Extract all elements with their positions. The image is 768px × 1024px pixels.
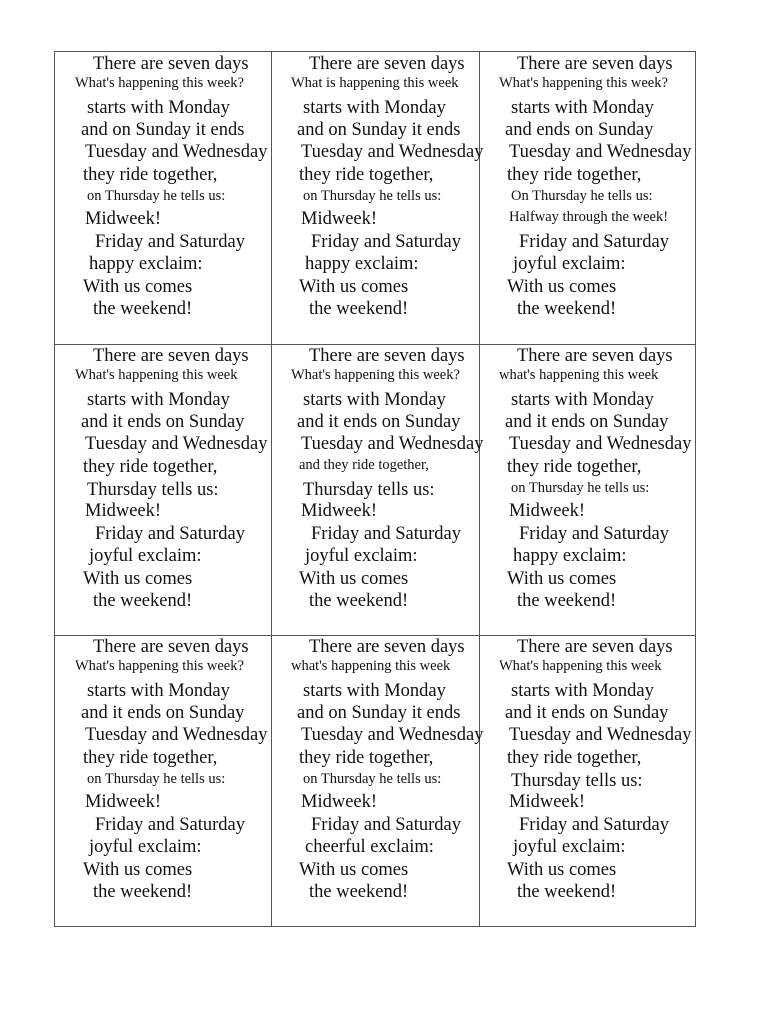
- poem-line: joyful exclaim:: [513, 837, 626, 857]
- poem-line: Thursday tells us:: [303, 480, 435, 500]
- poem-line: Midweek!: [85, 501, 162, 521]
- poem-line: Midweek!: [509, 501, 586, 521]
- poem-line: and they ride together,: [299, 457, 429, 473]
- poem-line: Midweek!: [85, 209, 162, 229]
- poem-line: the weekend!: [93, 882, 193, 902]
- poem-line: and on Sunday it ends: [297, 120, 461, 140]
- poem-line: What is happening this week: [291, 75, 459, 91]
- poem-line: With us comes: [83, 860, 193, 880]
- poem-line: they ride together,: [83, 748, 218, 768]
- poem-line: happy exclaim:: [89, 254, 203, 274]
- poem-line: starts with Monday: [303, 98, 446, 118]
- poem-line: and ends on Sunday: [505, 120, 654, 140]
- poem-line: With us comes: [83, 277, 193, 297]
- poem-line: the weekend!: [517, 882, 617, 902]
- poem-line: joyful exclaim:: [513, 254, 626, 274]
- poem-line: Tuesday and Wednesday: [85, 142, 268, 162]
- poem-line: What's happening this week?: [75, 658, 244, 674]
- poem-line: and it ends on Sunday: [297, 412, 461, 432]
- poem-line: on Thursday he tells us:: [87, 771, 226, 787]
- poem-line: and on Sunday it ends: [81, 120, 245, 140]
- poem-line: Friday and Saturday: [311, 815, 462, 835]
- poem-line: With us comes: [507, 277, 617, 297]
- poem-line: cheerful exclaim:: [305, 837, 434, 857]
- poem-line: Friday and Saturday: [95, 232, 246, 252]
- poem-card: [55, 52, 271, 344]
- poem-line: With us comes: [507, 569, 617, 589]
- poem-line: There are seven days: [93, 346, 249, 366]
- poem-line: What's happening this week?: [499, 75, 668, 91]
- poem-line: what's happening this week: [291, 658, 451, 674]
- poem-line: the weekend!: [93, 299, 193, 319]
- poem-line: starts with Monday: [87, 98, 230, 118]
- poem-line: they ride together,: [507, 748, 642, 768]
- poem-line: What's happening this week?: [75, 75, 244, 91]
- poem-line: Tuesday and Wednesday: [509, 725, 692, 745]
- poem-line: With us comes: [299, 860, 409, 880]
- poem-card: [55, 344, 271, 635]
- poem-line: Thursday tells us:: [87, 480, 219, 500]
- poem-line: There are seven days: [93, 54, 249, 74]
- poem-line: With us comes: [299, 569, 409, 589]
- poem-line: Halfway through the week!: [509, 209, 669, 225]
- poem-line: starts with Monday: [511, 390, 654, 410]
- poem-line: on Thursday he tells us:: [303, 771, 442, 787]
- poem-line: What's happening this week: [75, 367, 238, 383]
- poem-line: joyful exclaim:: [89, 546, 202, 566]
- poem-line: joyful exclaim:: [305, 546, 418, 566]
- poem-line: and on Sunday it ends: [297, 703, 461, 723]
- poem-line: Friday and Saturday: [311, 524, 462, 544]
- poem-line: There are seven days: [309, 54, 465, 74]
- poem-line: Friday and Saturday: [519, 815, 670, 835]
- poem-line: With us comes: [299, 277, 409, 297]
- poem-line: the weekend!: [309, 591, 409, 611]
- poem-line: With us comes: [507, 860, 617, 880]
- poem-line: on Thursday he tells us:: [303, 188, 442, 204]
- poem-line: On Thursday he tells us:: [511, 188, 653, 204]
- poem-line: Friday and Saturday: [519, 524, 670, 544]
- poem-line: Midweek!: [509, 792, 586, 812]
- poem-line: Midweek!: [301, 501, 378, 521]
- poem-line: the weekend!: [517, 299, 617, 319]
- poem-line: and it ends on Sunday: [81, 703, 245, 723]
- poem-card: [479, 635, 697, 927]
- poem-line: and it ends on Sunday: [505, 703, 669, 723]
- poem-line: they ride together,: [299, 165, 434, 185]
- poem-line: Tuesday and Wednesday: [301, 725, 484, 745]
- poem-line: they ride together,: [507, 165, 642, 185]
- poem-line: Midweek!: [301, 209, 378, 229]
- poem-line: joyful exclaim:: [89, 837, 202, 857]
- poem-card-sheet: [54, 51, 696, 927]
- poem-line: happy exclaim:: [305, 254, 419, 274]
- poem-card: [479, 52, 697, 344]
- poem-line: the weekend!: [309, 299, 409, 319]
- poem-line: the weekend!: [93, 591, 193, 611]
- poem-line: With us comes: [83, 569, 193, 589]
- poem-line: There are seven days: [517, 346, 673, 366]
- poem-line: what's happening this week: [499, 367, 659, 383]
- poem-line: There are seven days: [517, 637, 673, 657]
- poem-line: What's happening this week: [499, 658, 662, 674]
- poem-line: Thursday tells us:: [511, 771, 643, 791]
- poem-line: Tuesday and Wednesday: [301, 142, 484, 162]
- poem-line: they ride together,: [83, 457, 218, 477]
- poem-line: Midweek!: [301, 792, 378, 812]
- poem-line: starts with Monday: [511, 681, 654, 701]
- poem-line: the weekend!: [517, 591, 617, 611]
- poem-line: Friday and Saturday: [95, 524, 246, 544]
- poem-card: [55, 635, 271, 927]
- poem-card: [479, 344, 697, 635]
- poem-line: and it ends on Sunday: [505, 412, 669, 432]
- poem-card: [271, 344, 484, 635]
- poem-line: happy exclaim:: [513, 546, 627, 566]
- poem-line: There are seven days: [309, 637, 465, 657]
- poem-line: starts with Monday: [87, 681, 230, 701]
- poem-line: and it ends on Sunday: [81, 412, 245, 432]
- poem-card: [271, 635, 484, 927]
- poem-line: There are seven days: [517, 54, 673, 74]
- poem-line: on Thursday he tells us:: [87, 188, 226, 204]
- poem-line: starts with Monday: [303, 390, 446, 410]
- poem-line: they ride together,: [507, 457, 642, 477]
- poem-line: Friday and Saturday: [311, 232, 462, 252]
- poem-line: What's happening this week?: [291, 367, 460, 383]
- poem-line: Friday and Saturday: [519, 232, 670, 252]
- poem-line: Tuesday and Wednesday: [509, 142, 692, 162]
- poem-line: starts with Monday: [87, 390, 230, 410]
- poem-line: they ride together,: [299, 748, 434, 768]
- poem-line: Friday and Saturday: [95, 815, 246, 835]
- poem-line: they ride together,: [83, 165, 218, 185]
- poem-line: There are seven days: [93, 637, 249, 657]
- poem-line: Tuesday and Wednesday: [509, 434, 692, 454]
- poem-line: on Thursday he tells us:: [511, 480, 650, 496]
- poem-line: Tuesday and Wednesday: [85, 725, 268, 745]
- poem-line: Midweek!: [85, 792, 162, 812]
- poem-line: Tuesday and Wednesday: [85, 434, 268, 454]
- poem-line: starts with Monday: [511, 98, 654, 118]
- poem-line: Tuesday and Wednesday: [301, 434, 484, 454]
- poem-line: There are seven days: [309, 346, 465, 366]
- poem-line: the weekend!: [309, 882, 409, 902]
- poem-line: starts with Monday: [303, 681, 446, 701]
- poem-card: [271, 52, 484, 344]
